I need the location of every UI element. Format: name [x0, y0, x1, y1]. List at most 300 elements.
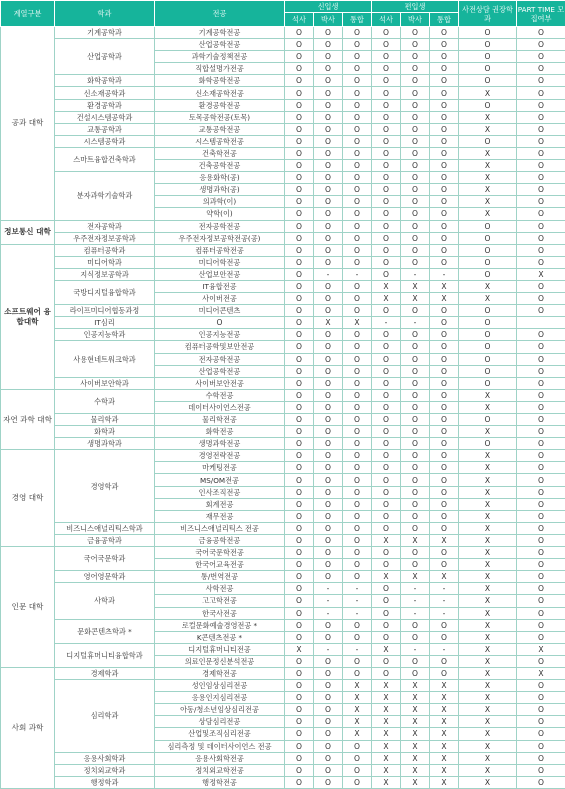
availability-cell: O [372, 111, 401, 123]
availability-cell: X [401, 728, 430, 740]
category-cell: 소프트웨어 융합대학 [1, 244, 55, 389]
availability-cell: O [285, 244, 314, 256]
availability-cell: O [517, 196, 565, 208]
table-row [1, 776, 565, 788]
availability-cell: O [372, 655, 401, 667]
dept-cell: 미디어학과 [55, 256, 155, 268]
availability-cell: O [343, 75, 372, 87]
availability-cell: O [343, 184, 372, 196]
availability-cell: O [517, 341, 565, 353]
availability-cell: X [459, 607, 517, 619]
major-cell: 전자공학전공 [155, 353, 285, 365]
availability-cell: X [459, 160, 517, 172]
availability-cell: O [343, 353, 372, 365]
availability-cell: O [401, 631, 430, 643]
table-row [1, 135, 565, 147]
availability-cell: O [285, 498, 314, 510]
major-cell: 생명과학전공 [155, 438, 285, 450]
availability-cell: X [459, 123, 517, 135]
availability-cell: X [372, 740, 401, 752]
availability-cell: O [314, 135, 343, 147]
availability-cell: O [372, 99, 401, 111]
availability-cell: O [314, 123, 343, 135]
availability-cell: O [372, 389, 401, 401]
availability-cell: X [459, 462, 517, 474]
availability-cell: O [430, 208, 459, 220]
availability-cell: X [459, 87, 517, 99]
dept-cell: 스마트융합건축학과 [55, 147, 155, 171]
availability-cell: O [372, 450, 401, 462]
availability-cell: O [372, 256, 401, 268]
availability-cell: O [430, 462, 459, 474]
availability-cell: O [517, 377, 565, 389]
availability-cell: X [517, 643, 565, 655]
availability-cell: O [517, 522, 565, 534]
availability-cell: O [517, 305, 565, 317]
availability-cell: X [430, 280, 459, 292]
availability-cell: O [430, 655, 459, 667]
major-cell: 과학기술정책전공 [155, 51, 285, 63]
major-cell: MS/OM전공 [155, 474, 285, 486]
availability-cell: O [314, 704, 343, 716]
major-cell: 의료인문정신분석전공 [155, 655, 285, 667]
availability-cell: O [285, 680, 314, 692]
availability-cell: O [430, 160, 459, 172]
availability-cell: O [372, 462, 401, 474]
table-row [1, 256, 565, 268]
availability-cell: O [314, 111, 343, 123]
availability-cell: O [517, 692, 565, 704]
availability-cell: - [401, 643, 430, 655]
major-cell: 회계전공 [155, 498, 285, 510]
major-cell: 국어국문학전공 [155, 547, 285, 559]
availability-cell: O [314, 486, 343, 498]
availability-cell: O [401, 63, 430, 75]
availability-cell: O [430, 631, 459, 643]
availability-cell: O [459, 353, 517, 365]
table-body [1, 27, 565, 789]
availability-cell: O [343, 510, 372, 522]
availability-cell: O [314, 776, 343, 788]
availability-cell: O [372, 595, 401, 607]
availability-cell: X [459, 401, 517, 413]
availability-cell: O [372, 27, 401, 39]
availability-cell: O [430, 426, 459, 438]
availability-cell: O [155, 317, 285, 329]
availability-cell: O [517, 99, 565, 111]
availability-cell: O [401, 220, 430, 232]
availability-cell: O [401, 196, 430, 208]
availability-cell: X [314, 317, 343, 329]
availability-cell: O [517, 510, 565, 522]
availability-cell: - [314, 595, 343, 607]
availability-cell: O [430, 414, 459, 426]
major-cell: 산업공학전공 [155, 365, 285, 377]
header-freshman-integrated: 통합 [343, 13, 372, 27]
major-cell: 약학(이) [155, 208, 285, 220]
table-row [1, 643, 565, 655]
availability-cell: O [372, 341, 401, 353]
availability-cell: O [517, 414, 565, 426]
availability-cell: O [314, 547, 343, 559]
table-row [1, 389, 565, 401]
availability-cell: O [314, 522, 343, 534]
availability-cell: O [314, 184, 343, 196]
major-cell: 수학전공 [155, 389, 285, 401]
availability-cell: O [343, 63, 372, 75]
availability-cell: O [401, 172, 430, 184]
availability-cell: O [517, 160, 565, 172]
header-transfer: 편입생 [372, 1, 459, 13]
availability-cell: O [285, 63, 314, 75]
availability-cell: O [517, 547, 565, 559]
availability-cell: - [314, 268, 343, 280]
availability-cell: O [459, 317, 517, 329]
availability-cell: O [372, 305, 401, 317]
availability-cell: O [372, 583, 401, 595]
availability-cell: O [517, 462, 565, 474]
table-row [1, 619, 565, 631]
dept-cell: 심리학과 [55, 680, 155, 753]
availability-cell: X [401, 680, 430, 692]
availability-cell: X [430, 692, 459, 704]
dept-cell: 교통공학과 [55, 123, 155, 135]
table-row [1, 426, 565, 438]
availability-cell: X [430, 293, 459, 305]
availability-cell: O [401, 559, 430, 571]
availability-cell: O [372, 196, 401, 208]
availability-cell: O [343, 438, 372, 450]
availability-cell: O [401, 111, 430, 123]
availability-cell: X [459, 643, 517, 655]
availability-cell: O [372, 232, 401, 244]
availability-cell: O [430, 365, 459, 377]
availability-cell: - [314, 607, 343, 619]
major-cell: 교통공학전공 [155, 123, 285, 135]
availability-cell: O [285, 39, 314, 51]
table-row [1, 522, 565, 534]
availability-cell: O [401, 305, 430, 317]
availability-cell: O [343, 474, 372, 486]
availability-cell: X [430, 534, 459, 546]
availability-cell: O [459, 39, 517, 51]
availability-cell: O [372, 377, 401, 389]
availability-cell: O [401, 462, 430, 474]
availability-cell: O [285, 692, 314, 704]
availability-cell: O [343, 389, 372, 401]
dept-cell: 시스템공학과 [55, 135, 155, 147]
dept-cell: 국어국문학과 [55, 547, 155, 571]
availability-cell: O [517, 123, 565, 135]
availability-cell: X [459, 498, 517, 510]
availability-cell: - [430, 643, 459, 655]
table-row [1, 280, 565, 292]
availability-cell: X [459, 450, 517, 462]
availability-cell: O [372, 498, 401, 510]
availability-cell: O [517, 583, 565, 595]
major-cell: 비즈니스애널리틱스 전공 [155, 522, 285, 534]
availability-cell: O [401, 232, 430, 244]
availability-cell: O [430, 474, 459, 486]
availability-cell: O [517, 256, 565, 268]
availability-cell: O [430, 547, 459, 559]
availability-cell: O [372, 135, 401, 147]
availability-cell: O [430, 510, 459, 522]
major-cell: 건축학전공 [155, 147, 285, 159]
table-row [1, 305, 565, 317]
availability-cell: X [372, 643, 401, 655]
availability-cell: O [343, 764, 372, 776]
availability-cell: O [314, 571, 343, 583]
major-cell: IT융합전공 [155, 280, 285, 292]
availability-cell: O [401, 438, 430, 450]
dept-cell: 국방디지털융합학과 [55, 280, 155, 304]
table-row [1, 667, 565, 679]
availability-cell: O [459, 341, 517, 353]
availability-cell: O [430, 317, 459, 329]
dept-cell: 영어영문학과 [55, 571, 155, 583]
table-row [1, 268, 565, 280]
availability-cell: - [430, 268, 459, 280]
availability-cell: O [459, 329, 517, 341]
availability-cell: O [517, 280, 565, 292]
availability-cell: - [343, 583, 372, 595]
availability-cell: O [517, 329, 565, 341]
availability-cell: O [285, 522, 314, 534]
dept-cell: 경영학과 [55, 450, 155, 523]
availability-cell: O [372, 329, 401, 341]
availability-cell: O [372, 547, 401, 559]
availability-cell: O [517, 244, 565, 256]
availability-cell: X [459, 196, 517, 208]
availability-cell: O [459, 99, 517, 111]
availability-cell: O [517, 498, 565, 510]
dept-cell: 행정학과 [55, 776, 155, 788]
availability-cell: O [517, 87, 565, 99]
table-row [1, 317, 565, 329]
availability-cell: O [343, 547, 372, 559]
major-cell: 건축공학전공 [155, 160, 285, 172]
dept-cell: 산업공학과 [55, 39, 155, 75]
availability-cell: O [314, 462, 343, 474]
availability-cell: O [517, 63, 565, 75]
availability-cell: O [343, 631, 372, 643]
category-cell: 공과 대학 [1, 27, 55, 221]
availability-cell: O [285, 111, 314, 123]
availability-cell: O [517, 486, 565, 498]
availability-cell: O [430, 87, 459, 99]
availability-cell: O [343, 426, 372, 438]
major-cell: 의과학(이) [155, 196, 285, 208]
availability-cell: O [401, 75, 430, 87]
availability-cell: X [459, 667, 517, 679]
major-cell: 통/번역전공 [155, 571, 285, 583]
availability-cell: O [517, 111, 565, 123]
availability-cell: O [314, 655, 343, 667]
availability-cell: O [314, 414, 343, 426]
major-cell: 생명과학(공) [155, 184, 285, 196]
availability-cell: O [372, 353, 401, 365]
category-cell: 정보통신 대학 [1, 220, 55, 244]
availability-cell: O [285, 438, 314, 450]
availability-cell: O [401, 426, 430, 438]
availability-cell: O [401, 414, 430, 426]
availability-cell: O [430, 401, 459, 413]
availability-cell: O [343, 305, 372, 317]
major-cell: 성인임상심리전공 [155, 680, 285, 692]
availability-cell: O [401, 39, 430, 51]
availability-cell: X [459, 680, 517, 692]
availability-cell: X [430, 776, 459, 788]
table-row [1, 680, 565, 692]
dept-cell: 인공지능학과 [55, 329, 155, 341]
major-cell: 사학전공 [155, 583, 285, 595]
availability-cell: O [517, 752, 565, 764]
availability-cell: X [517, 667, 565, 679]
availability-cell: X [459, 208, 517, 220]
availability-cell: O [285, 268, 314, 280]
availability-cell: O [517, 595, 565, 607]
availability-cell: - [372, 317, 401, 329]
category-cell: 인문 대학 [1, 547, 55, 668]
availability-cell: O [430, 135, 459, 147]
major-cell: K콘텐츠전공 * [155, 631, 285, 643]
major-cell: 경영전략전공 [155, 450, 285, 462]
availability-cell: O [372, 63, 401, 75]
availability-cell: O [459, 414, 517, 426]
availability-cell: O [430, 220, 459, 232]
availability-cell: O [517, 353, 565, 365]
availability-cell: O [401, 147, 430, 159]
availability-cell: X [459, 716, 517, 728]
header-major: 전공 [155, 1, 285, 27]
availability-cell: - [314, 643, 343, 655]
availability-cell: O [285, 631, 314, 643]
availability-cell: O [459, 268, 517, 280]
dept-cell: 신소재공학과 [55, 87, 155, 99]
availability-cell: O [401, 99, 430, 111]
major-cell: 데이터사이언스전공 [155, 401, 285, 413]
availability-cell: O [343, 450, 372, 462]
major-cell: 정치외교학전공 [155, 764, 285, 776]
availability-cell: O [517, 438, 565, 450]
availability-cell: O [314, 534, 343, 546]
major-cell: IT심리 [55, 317, 155, 329]
availability-cell: O [517, 293, 565, 305]
availability-cell: X [459, 389, 517, 401]
availability-cell: X [372, 680, 401, 692]
category-cell: 경영 대학 [1, 450, 55, 547]
major-cell: 마케팅전공 [155, 462, 285, 474]
header-transfer-master: 석사 [372, 13, 401, 27]
major-cell: 심리측정 및 데이터사이언스 전공 [155, 740, 285, 752]
availability-cell: O [459, 438, 517, 450]
availability-cell: O [343, 486, 372, 498]
availability-cell: O [459, 377, 517, 389]
header-advisor: 사전상담 권장학과 [459, 1, 517, 27]
availability-cell: O [285, 655, 314, 667]
availability-cell: O [517, 220, 565, 232]
availability-cell: O [314, 353, 343, 365]
dept-cell: 전자공학과 [55, 220, 155, 232]
availability-cell: O [285, 401, 314, 413]
availability-cell: O [430, 450, 459, 462]
availability-cell: O [401, 87, 430, 99]
major-cell: 아동/청소년임상심리전공 [155, 704, 285, 716]
availability-cell: O [343, 341, 372, 353]
availability-cell: O [285, 607, 314, 619]
availability-cell: O [401, 51, 430, 63]
availability-cell: X [459, 631, 517, 643]
availability-cell: O [314, 220, 343, 232]
table-row [1, 571, 565, 583]
table-row [1, 438, 565, 450]
availability-cell: O [285, 256, 314, 268]
availability-cell: O [459, 75, 517, 87]
availability-cell: X [459, 752, 517, 764]
availability-cell: X [459, 111, 517, 123]
availability-cell: O [343, 401, 372, 413]
availability-cell: O [285, 571, 314, 583]
availability-cell: O [430, 63, 459, 75]
availability-cell: X [430, 740, 459, 752]
major-cell: 기계공학전공 [155, 27, 285, 39]
availability-cell: O [372, 414, 401, 426]
availability-cell: O [517, 571, 565, 583]
availability-cell: O [517, 75, 565, 87]
availability-cell: O [459, 135, 517, 147]
availability-cell: X [343, 680, 372, 692]
availability-cell: O [285, 172, 314, 184]
availability-cell: O [517, 450, 565, 462]
availability-cell: X [372, 764, 401, 776]
availability-cell: O [343, 232, 372, 244]
availability-cell: O [401, 329, 430, 341]
availability-cell: O [459, 232, 517, 244]
availability-cell: O [285, 462, 314, 474]
availability-cell: X [459, 510, 517, 522]
availability-cell: O [314, 147, 343, 159]
availability-cell: O [314, 280, 343, 292]
availability-cell: X [459, 728, 517, 740]
availability-cell: X [459, 776, 517, 788]
availability-cell: X [430, 704, 459, 716]
dept-cell: 수학과 [55, 389, 155, 413]
table-row [1, 220, 565, 232]
availability-cell: X [430, 752, 459, 764]
header-transfer-doctor: 박사 [401, 13, 430, 27]
availability-cell: X [372, 534, 401, 546]
availability-cell: X [401, 752, 430, 764]
availability-cell: O [285, 341, 314, 353]
availability-cell: O [517, 135, 565, 147]
dept-cell: 환경공학과 [55, 99, 155, 111]
major-cell: 행정학전공 [155, 776, 285, 788]
availability-cell: O [517, 776, 565, 788]
availability-cell: O [430, 486, 459, 498]
availability-cell: X [401, 571, 430, 583]
availability-cell: X [459, 426, 517, 438]
major-cell: 로컬문화예술경영전공 * [155, 619, 285, 631]
availability-cell: O [314, 474, 343, 486]
availability-cell: O [430, 51, 459, 63]
availability-cell: O [430, 184, 459, 196]
availability-cell: O [430, 353, 459, 365]
availability-cell: O [314, 256, 343, 268]
availability-cell: X [372, 752, 401, 764]
availability-cell: - [343, 595, 372, 607]
availability-cell: O [285, 450, 314, 462]
